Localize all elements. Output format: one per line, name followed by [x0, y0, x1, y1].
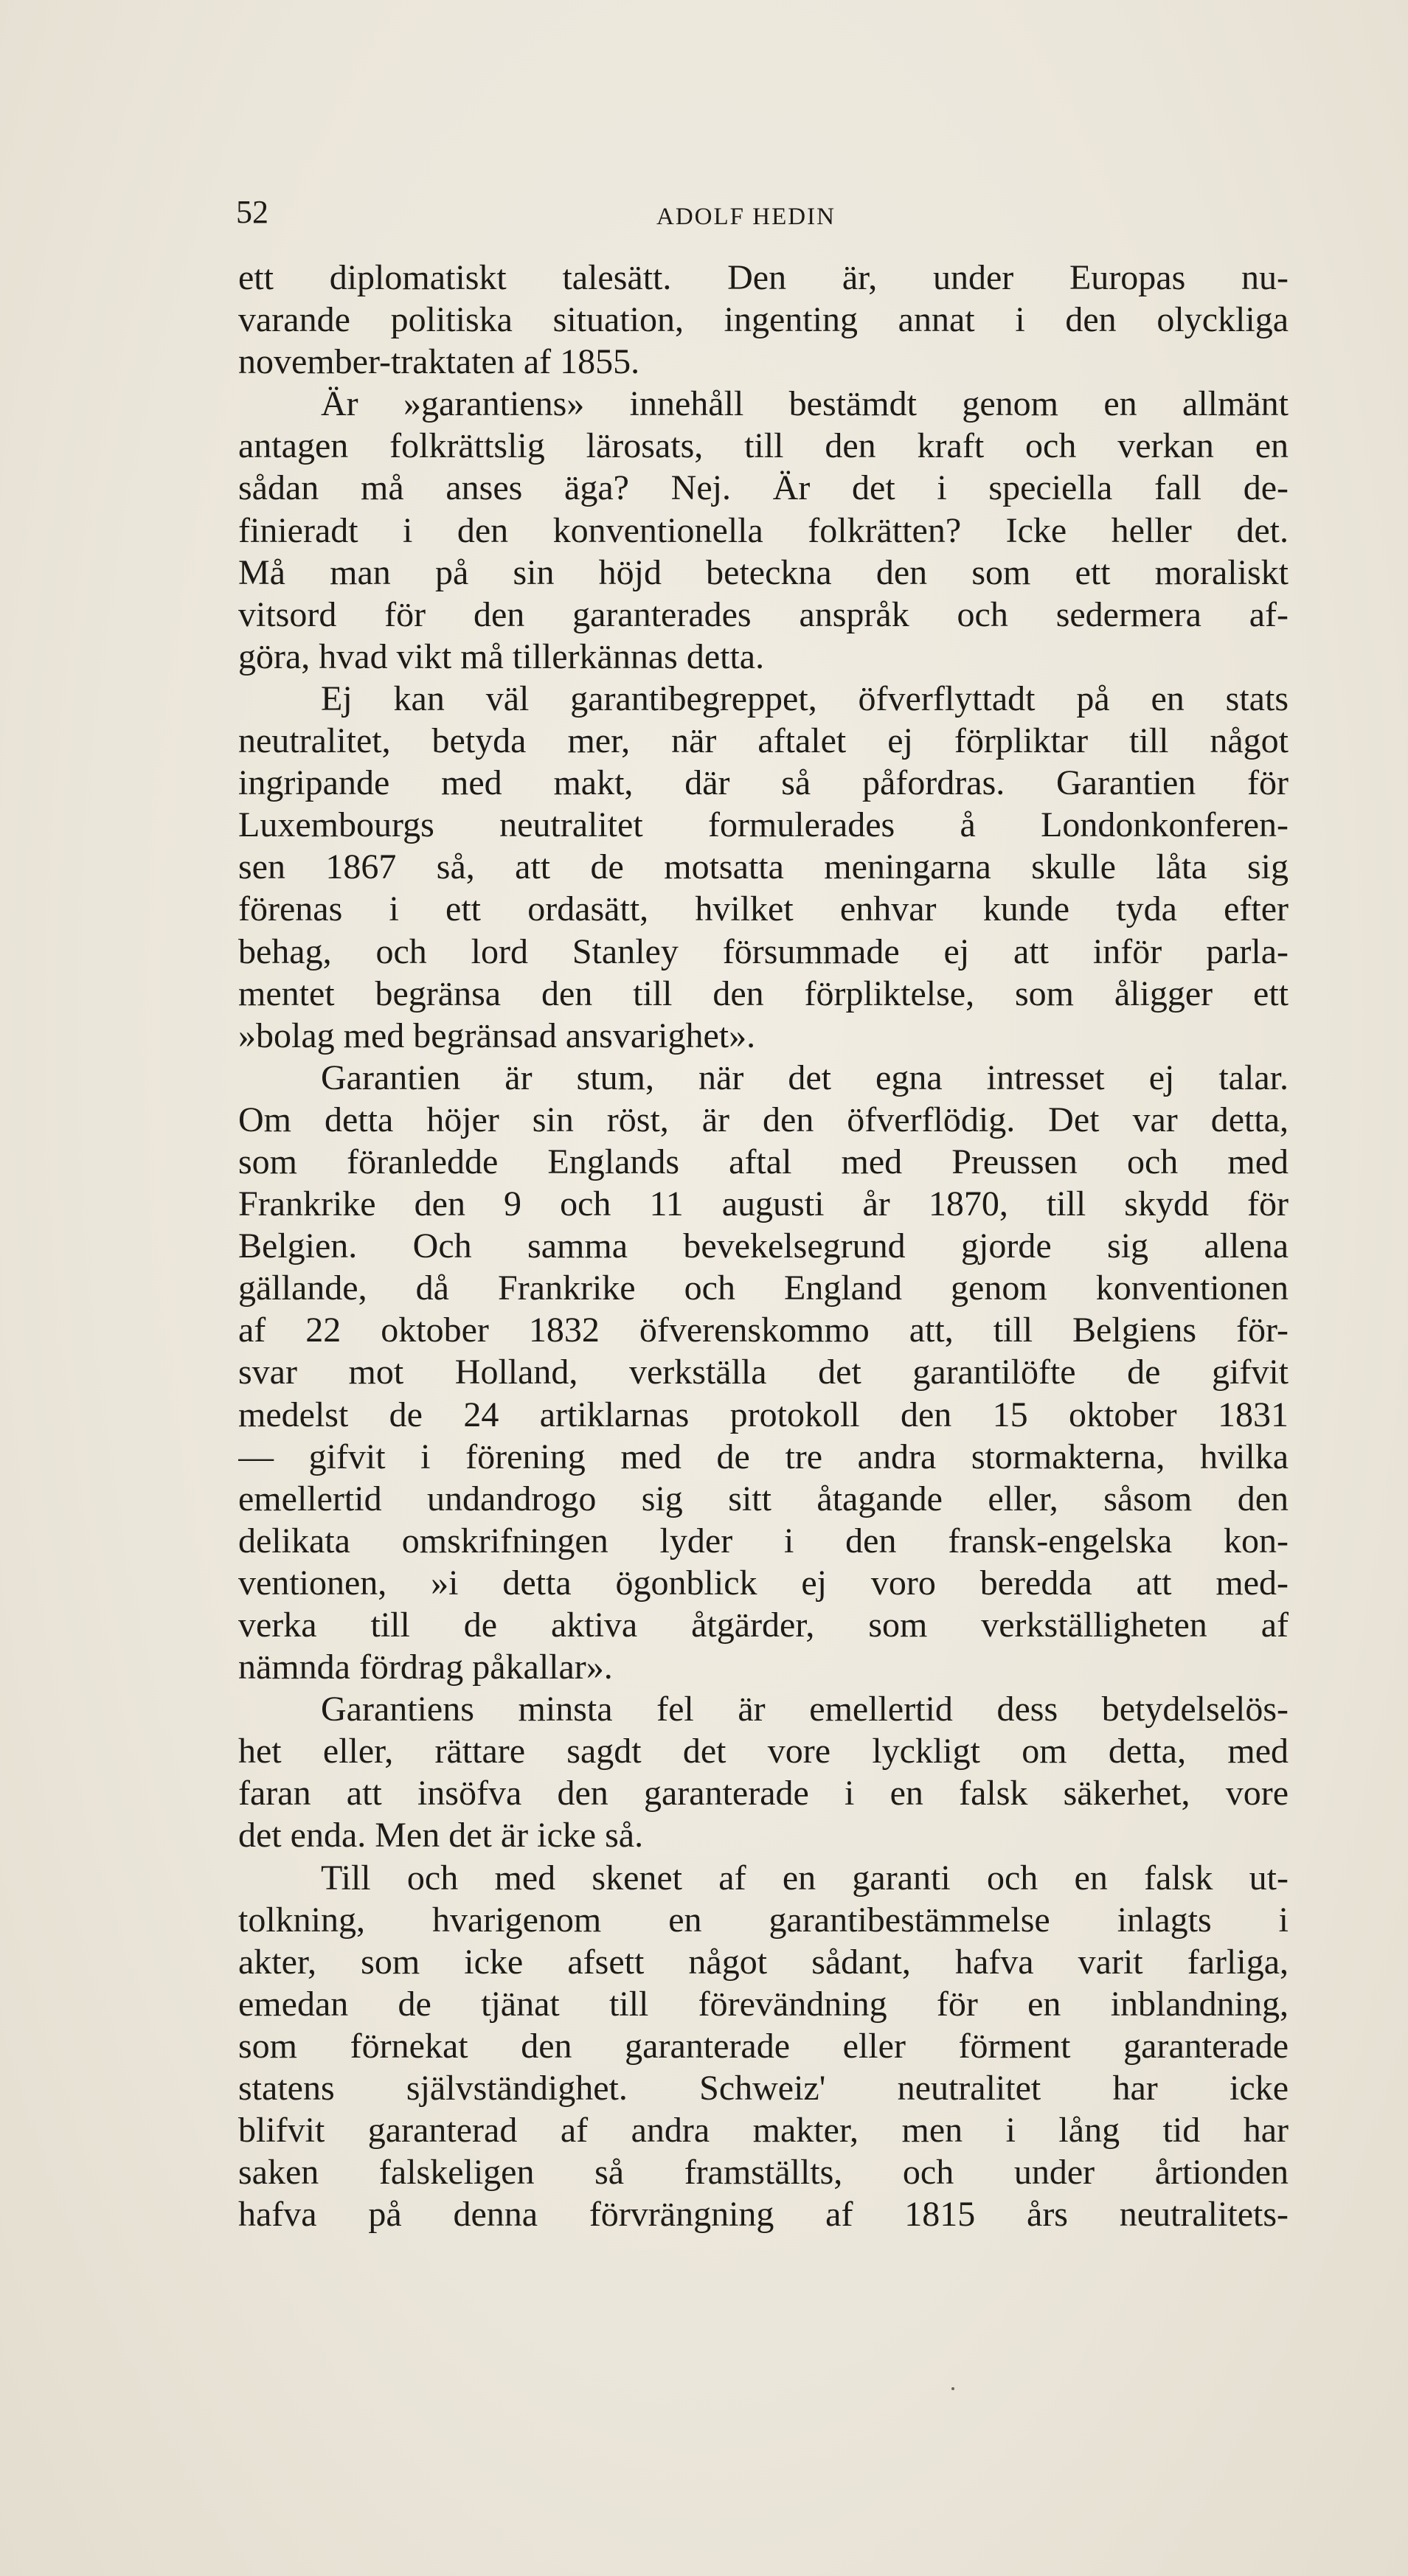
text-line: verka till de aktiva åtgärder, som verkställigheten af — [238, 1605, 1289, 1645]
text-line: emellertid undandrogo sig sitt åtagande eller, såsom den — [238, 1479, 1289, 1518]
text-line: antagen folkrättslig lärosats, till den kraft och verkan en — [238, 426, 1289, 466]
text-line: förenas i ett ordasätt, hvilket enhvar kunde tyda efter — [238, 889, 1289, 929]
text-line: Ej kan väl garantibegreppet, öfverflyttadt på en stats — [321, 678, 1289, 718]
text-line: vitsord för den garanterades anspråk och sedermera af- — [238, 594, 1289, 634]
text-line: — gifvit i förening med de tre andra stormakterna, hvilka — [238, 1437, 1289, 1476]
text-line: emedan de tjänat till förevändning för en inblandning, — [238, 1984, 1289, 2024]
text-line: gällande, då Frankrike och England genom konventionen — [238, 1268, 1289, 1308]
text-line: mentet begränsa den till den förpliktelse, som åligger ett — [238, 973, 1289, 1013]
text-line: det enda. Men det är icke så. — [238, 1816, 644, 1855]
text-line: het eller, rättare sagdt det vore lyckligt om detta, med — [238, 1732, 1289, 1771]
text-line: sen 1867 så, att de motsatta meningarna skulle låta sig — [238, 847, 1289, 887]
text-line: medelst de 24 artiklarnas protokoll den 15 oktober 1831 — [238, 1395, 1289, 1434]
text-line: delikata omskrifningen lyder i den fransk-engelska kon- — [238, 1521, 1289, 1560]
text-line: saken falskeligen så framställts, och under årtionden — [238, 2153, 1289, 2193]
text-line: Till och med skenet af en garanti och en falsk ut- — [321, 1858, 1289, 1898]
text-line: Luxembourgs neutralitet formulerades å Londonkonferen- — [238, 805, 1289, 845]
text-line: tolkning, hvarigenom en garantibestämmelse inlagts i — [238, 1900, 1289, 1940]
text-line: Om detta höjer sin röst, är den öfverflödig. Det var detta, — [238, 1100, 1289, 1139]
text-line: hafva på denna förvrängning af 1815 års neutralitets- — [238, 2195, 1289, 2235]
running-head: ADOLF HEDIN — [656, 204, 836, 230]
text-line: Är »garantiens» innehåll bestämdt genom en allmänt — [321, 384, 1289, 424]
body-text — [238, 257, 1289, 2235]
text-line: varande politiska situation, ingenting annat i den olyckliga — [238, 300, 1289, 340]
text-line: Må man på sin höjd beteckna den som ett moraliskt — [238, 552, 1289, 592]
text-line: Garantien är stum, när det egna intresset ej talar. — [321, 1058, 1289, 1097]
text-line: som föranledde Englands aftal med Preussen och med — [238, 1142, 1289, 1181]
text-line: blifvit garanterad af andra makter, men i lång tid har — [238, 2111, 1289, 2150]
text-line: akter, som icke afsett något sådant, hafva varit farliga, — [238, 1942, 1289, 1982]
page-number: 52 — [236, 194, 268, 230]
page-header — [236, 190, 1298, 235]
text-line: sådan må anses äga? Nej. Är det i speciella fall de- — [238, 468, 1289, 508]
text-line: ingripande med makt, där så påfordras. Garantien för — [238, 763, 1289, 803]
text-line: nämnda fördrag påkallar». — [238, 1648, 613, 1687]
text-line: Belgien. Och samma bevekelsegrund gjorde sig allena — [238, 1226, 1289, 1266]
text-line: Garantiens minsta fel är emellertid dess betydelselös- — [321, 1690, 1289, 1729]
text-line: november-traktaten af 1855. — [238, 342, 640, 382]
text-line: finieradt i den konventionella folkrätten? Icke heller det. — [238, 510, 1289, 550]
text-line: Frankrike den 9 och 11 augusti år 1870, till skydd för — [238, 1184, 1289, 1224]
text-line: faran att insöfva den garanterade i en falsk säkerhet, vore — [238, 1774, 1289, 1813]
text-line: göra, hvad vikt må tillerkännas detta. — [238, 636, 765, 676]
text-line: af 22 oktober 1832 öfverenskommo att, till Belgiens för- — [238, 1310, 1289, 1350]
text-line: »bolag med begränsad ansvarighet». — [238, 1016, 756, 1055]
page-speck — [951, 2387, 954, 2390]
text-line: som förnekat den garanterade eller förment garanterade — [238, 2026, 1289, 2066]
text-line: statens självständighet. Schweiz' neutralitet har icke — [238, 2069, 1289, 2108]
text-line: neutralitet, betyda mer, när aftalet ej förpliktar till något — [238, 721, 1289, 761]
text-line: svar mot Holland, verkställa det garantilöfte de gifvit — [238, 1353, 1289, 1392]
text-line: ventionen, »i detta ögonblick ej voro beredda att med- — [238, 1563, 1289, 1603]
text-line: ett diplomatiskt talesätt. Den är, under Europas nu- — [238, 258, 1289, 297]
text-line: behag, och lord Stanley försummade ej att inför parla- — [238, 931, 1289, 971]
